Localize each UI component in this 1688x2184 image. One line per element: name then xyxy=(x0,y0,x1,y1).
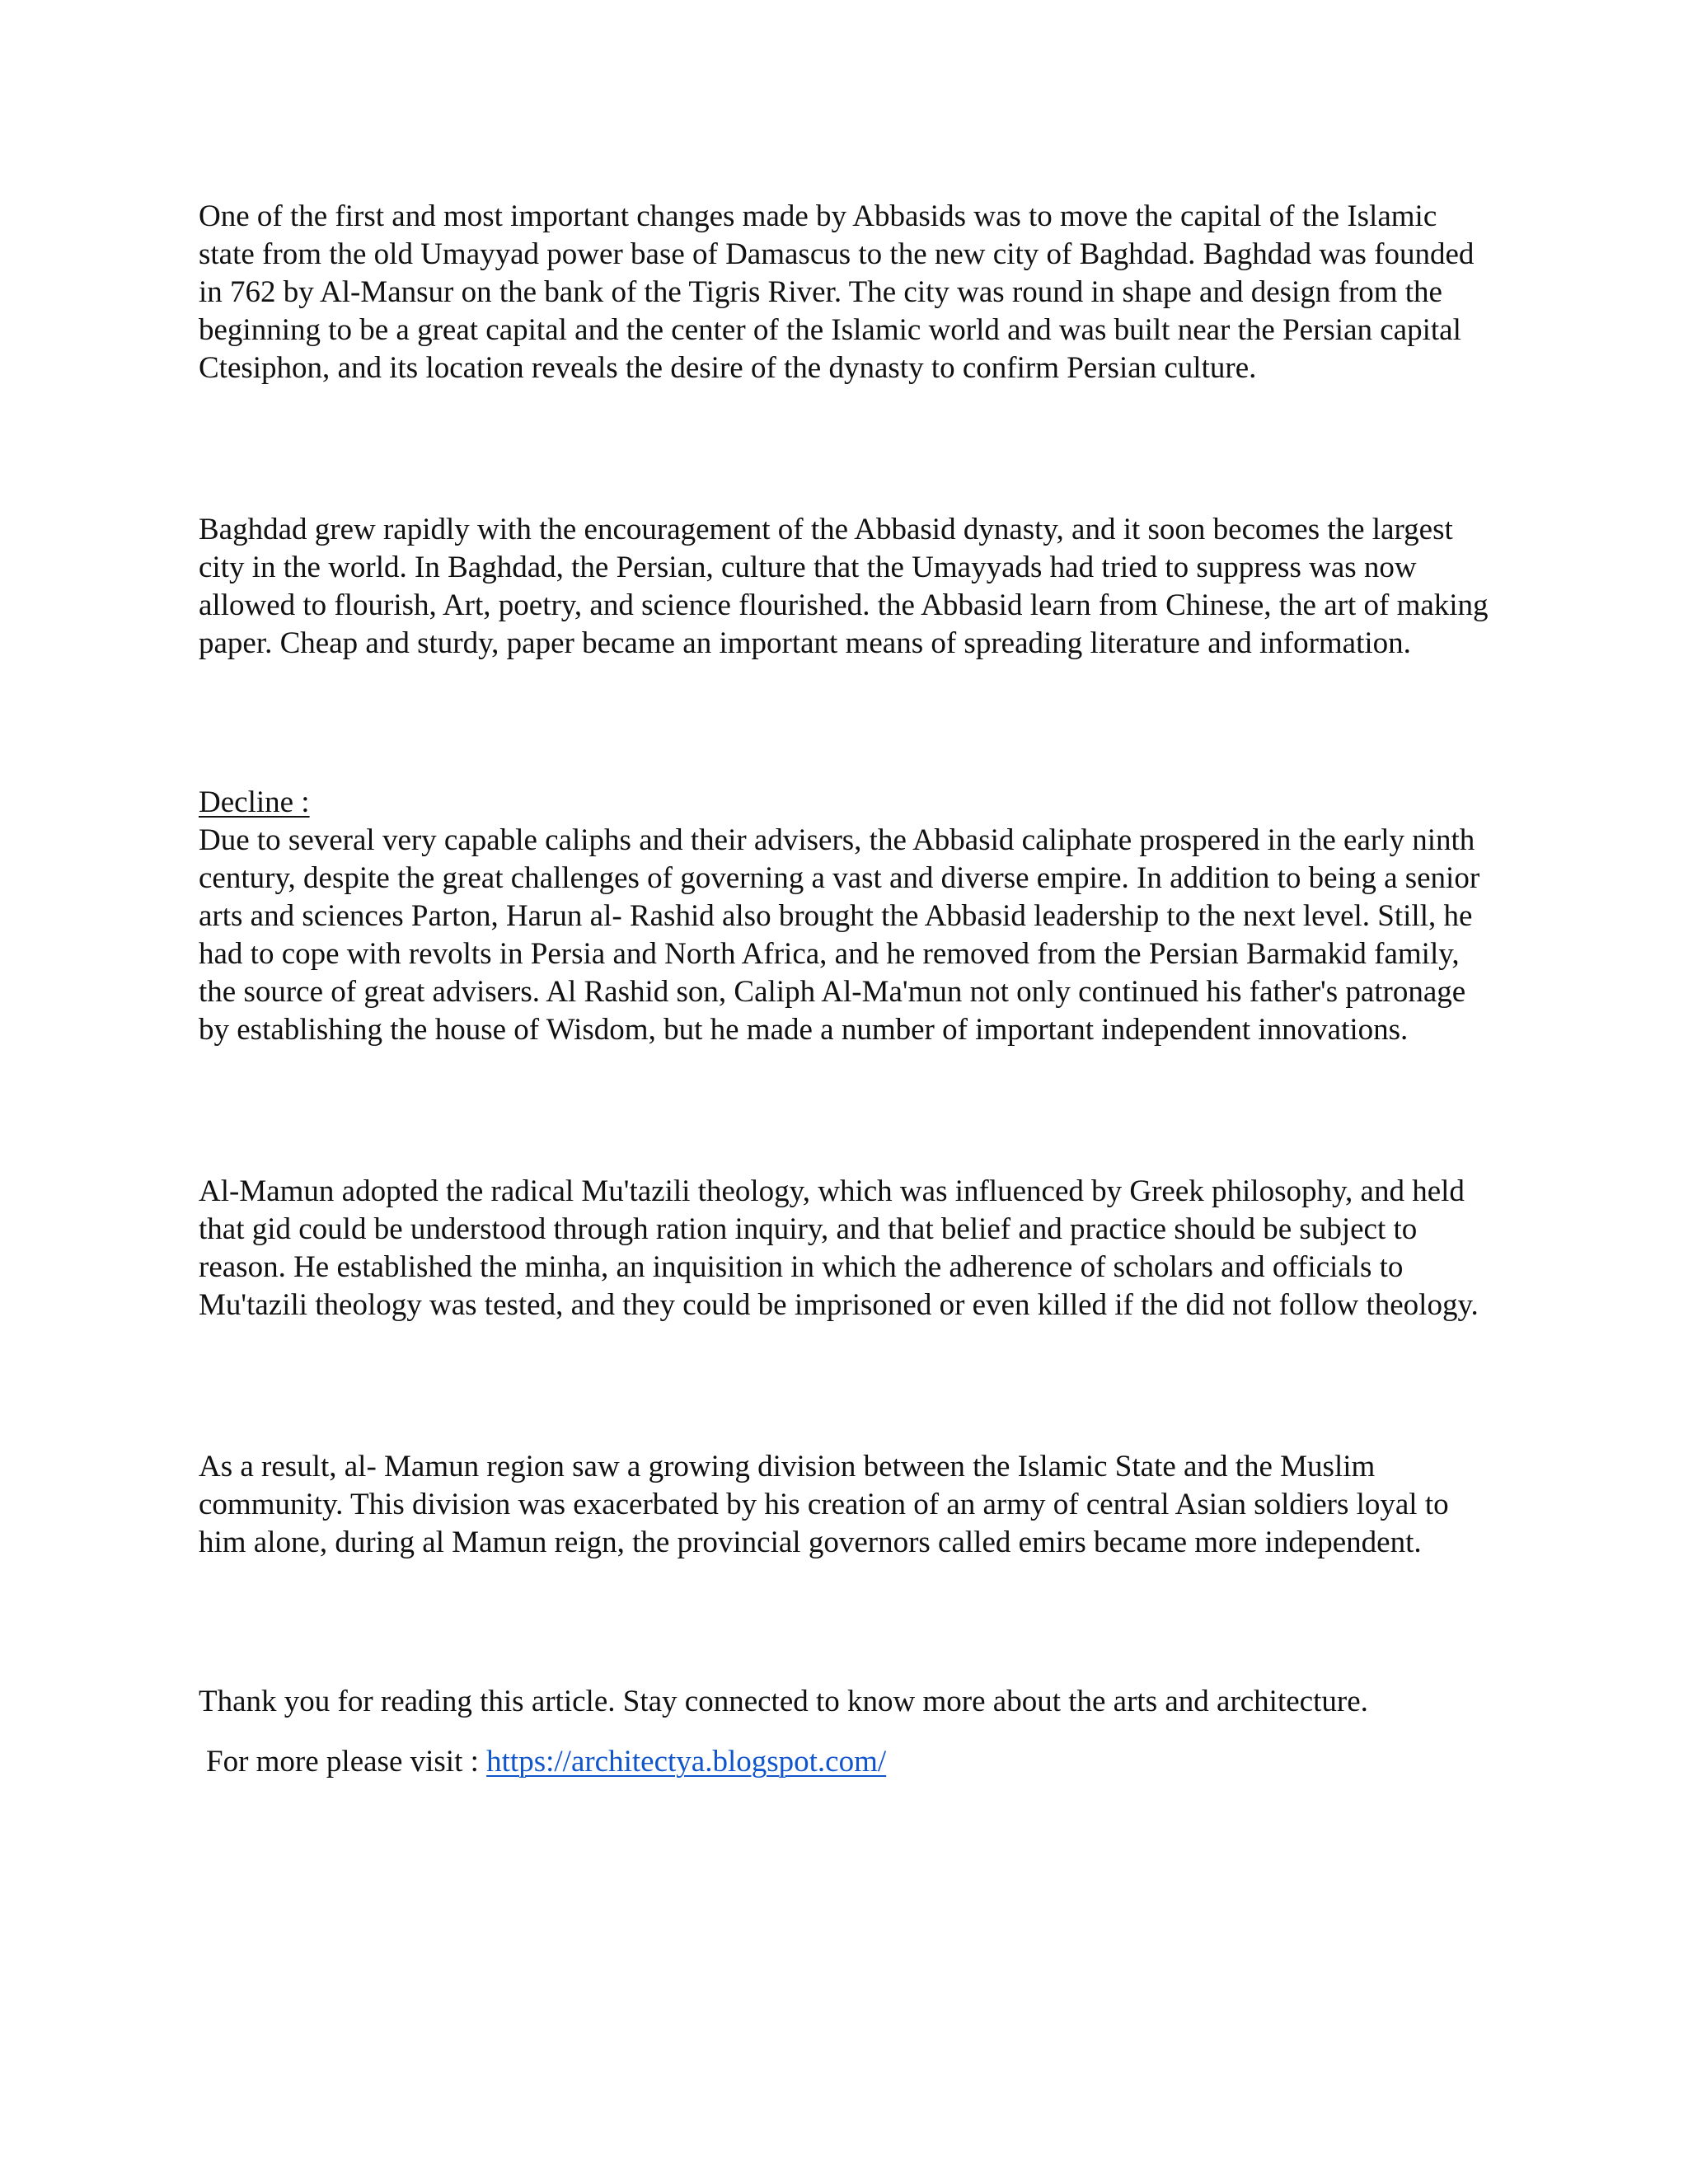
text-line: Baghdad grew rapidly with the encouragement of the Abbasid dynasty, and it soon becomes the largest xyxy=(199,513,1453,546)
text-line: had to cope with revolts in Persia and North Africa, and he removed from the Persian Barmakid family, xyxy=(199,937,1460,971)
text-line: by establishing the house of Wisdom, but he made a number of important independent innovations. xyxy=(199,1013,1409,1047)
footer-visit-line xyxy=(206,1743,1525,1781)
footer-line xyxy=(206,1743,1525,1781)
text-line: beginning to be a great capital and the center of the Islamic world and was built near the Persian capital xyxy=(199,313,1461,347)
text-line: community. This division was exacerbated by his creation of an army of central Asian soldiers loyal to xyxy=(199,1488,1449,1521)
text-line: Thank you for reading this article. Stay connected to know more about the arts and architecture. xyxy=(199,1685,1368,1718)
text-line: state from the old Umayyad power base of Damascus to the new city of Baghdad. Baghdad was founded xyxy=(199,237,1475,271)
text-line: that gid could be understood through ration inquiry, and that belief and practice should be subject to xyxy=(199,1212,1418,1246)
text-line: Due to several very capable caliphs and their advisers, the Abbasid caliphate prospered in the early ninth xyxy=(199,823,1475,857)
text-line: him alone, during al Mamun reign, the provincial governors called emirs became more independent. xyxy=(199,1526,1422,1559)
text-line: paper. Cheap and sturdy, paper became an important means of spreading literature and information. xyxy=(199,626,1411,660)
paragraph-thank-you xyxy=(199,1683,1517,1721)
paragraph-mutazili-theology xyxy=(199,1173,1517,1324)
paragraph-baghdad-growth xyxy=(199,511,1517,663)
text-line: in 762 by Al-Mansur on the bank of the Tigris River. The city was round in shape and design from the xyxy=(199,275,1442,309)
paragraph-division xyxy=(199,1448,1517,1562)
text-line: As a result, al- Mamun region saw a growing division between the Islamic State and the Muslim xyxy=(199,1450,1376,1483)
text-line: allowed to flourish, Art, poetry, and science flourished. the Abbasid learn from Chinese, the art of making xyxy=(199,588,1489,622)
section-heading-decline: Decline : xyxy=(199,785,310,819)
text-line: city in the world. In Baghdad, the Persian, culture that the Umayyads had tried to suppress was now xyxy=(199,551,1417,584)
footer-prefix: For more please visit : xyxy=(206,1745,487,1779)
text-line: reason. He established the minha, an inquisition in which the adherence of scholars and officials to xyxy=(199,1250,1404,1284)
paragraph-capital-move xyxy=(199,198,1517,387)
text-line: One of the first and most important changes made by Abbasids was to move the capital of the Islamic xyxy=(199,199,1437,233)
text-line: Al-Mamun adopted the radical Mu'tazili theology, which was influenced by Greek philosophy, and held xyxy=(199,1174,1465,1208)
blog-link[interactable]: https://architectya.blogspot.com/ xyxy=(486,1745,887,1779)
text-line: century, despite the great challenges of governing a vast and diverse empire. In addition to being a senior xyxy=(199,861,1480,895)
text-line: Mu'tazili theology was tested, and they could be imprisoned or even killed if the did not follow theology. xyxy=(199,1288,1479,1322)
text-line: arts and sciences Parton, Harun al- Rashid also brought the Abbasid leadership to the next level. Still, he xyxy=(199,899,1473,933)
text-line: Ctesiphon, and its location reveals the desire of the dynasty to confirm Persian culture. xyxy=(199,351,1257,385)
section-decline xyxy=(199,784,1517,1049)
text-line: the source of great advisers. Al Rashid son, Caliph Al-Ma'mun not only continued his father's patronage xyxy=(199,975,1466,1009)
